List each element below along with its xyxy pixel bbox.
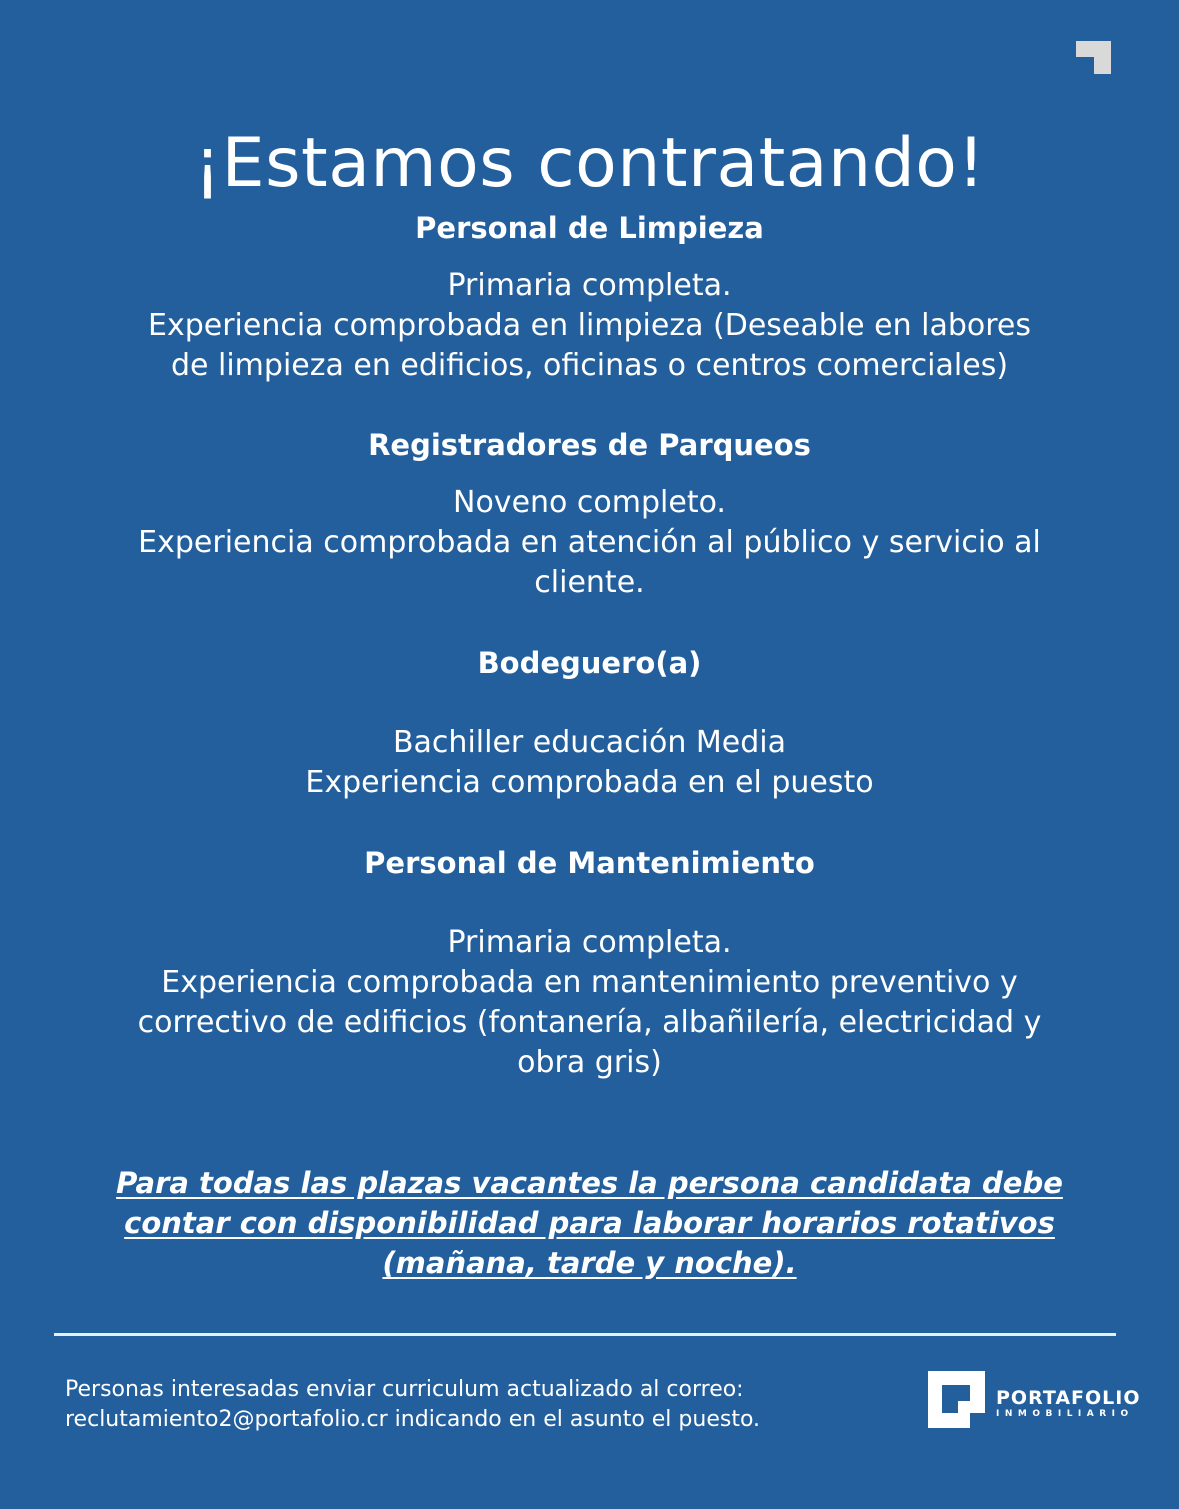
job-body-bodeguero — [60, 723, 1119, 803]
job-requirement: Experiencia comprobada en el puesto — [305, 765, 874, 800]
job-heading-bodeguero: Bodeguero(a) — [477, 646, 702, 680]
notice-line: Para todas las plazas vacantes la persona candidata debe — [116, 1166, 1063, 1200]
job-requirement: Bachiller educación Media — [392, 725, 787, 760]
job-requirement: Experiencia comprobada en limpieza (Deseable en labores — [147, 308, 1032, 343]
job-requirement: Experiencia comprobada en mantenimiento preventivo y — [161, 965, 1018, 1000]
page-title: ¡Estamos contratando! — [193, 123, 986, 203]
portafolio-logo — [928, 1371, 1141, 1428]
job-heading-mantenimiento: Personal de Mantenimiento — [364, 846, 815, 880]
job-requirement: obra gris) — [517, 1045, 662, 1080]
contact-instructions — [65, 1375, 760, 1435]
job-requirement: Experiencia comprobada en atención al público y servicio al — [138, 525, 1041, 560]
notice-line: (mañana, tarde y noche). — [382, 1246, 797, 1280]
job-heading-limpieza: Personal de Limpieza — [415, 211, 764, 245]
job-requirement: Primaria completa. — [447, 925, 732, 960]
job-body-mantenimiento — [60, 923, 1119, 1083]
contact-email-link[interactable]: reclutamiento2@portafolio.cr — [65, 1407, 388, 1432]
footer-divider — [54, 1333, 1116, 1336]
job-heading-parqueos: Registradores de Parqueos — [368, 428, 811, 462]
job-requirement: cliente. — [534, 565, 645, 600]
job-requirement: Primaria completa. — [447, 268, 732, 303]
job-body-limpieza — [60, 266, 1119, 386]
job-requirement: de limpieza en edificios, oficinas o centros comerciales) — [170, 348, 1009, 383]
job-requirement: Noveno completo. — [453, 485, 726, 520]
notice-line: contar con disponibilidad para laborar horarios rotativos — [124, 1206, 1055, 1240]
contact-line-rest: indicando en el asunto el puesto. — [387, 1407, 761, 1432]
job-body-parqueos — [60, 483, 1119, 603]
logo-name: PORTAFOLIO — [996, 1386, 1141, 1409]
contact-line: Personas interesadas enviar curriculum actualizado al correo: — [65, 1377, 744, 1402]
logo-subtitle: INMOBILIARIO — [996, 1408, 1134, 1419]
corner-bracket-icon — [1076, 41, 1111, 74]
job-requirement: correctivo de edificios (fontanería, albañilería, electricidad y — [137, 1005, 1042, 1040]
contact-line-2 — [65, 1405, 760, 1435]
availability-notice — [60, 1163, 1119, 1283]
portafolio-logo-icon — [928, 1371, 985, 1428]
